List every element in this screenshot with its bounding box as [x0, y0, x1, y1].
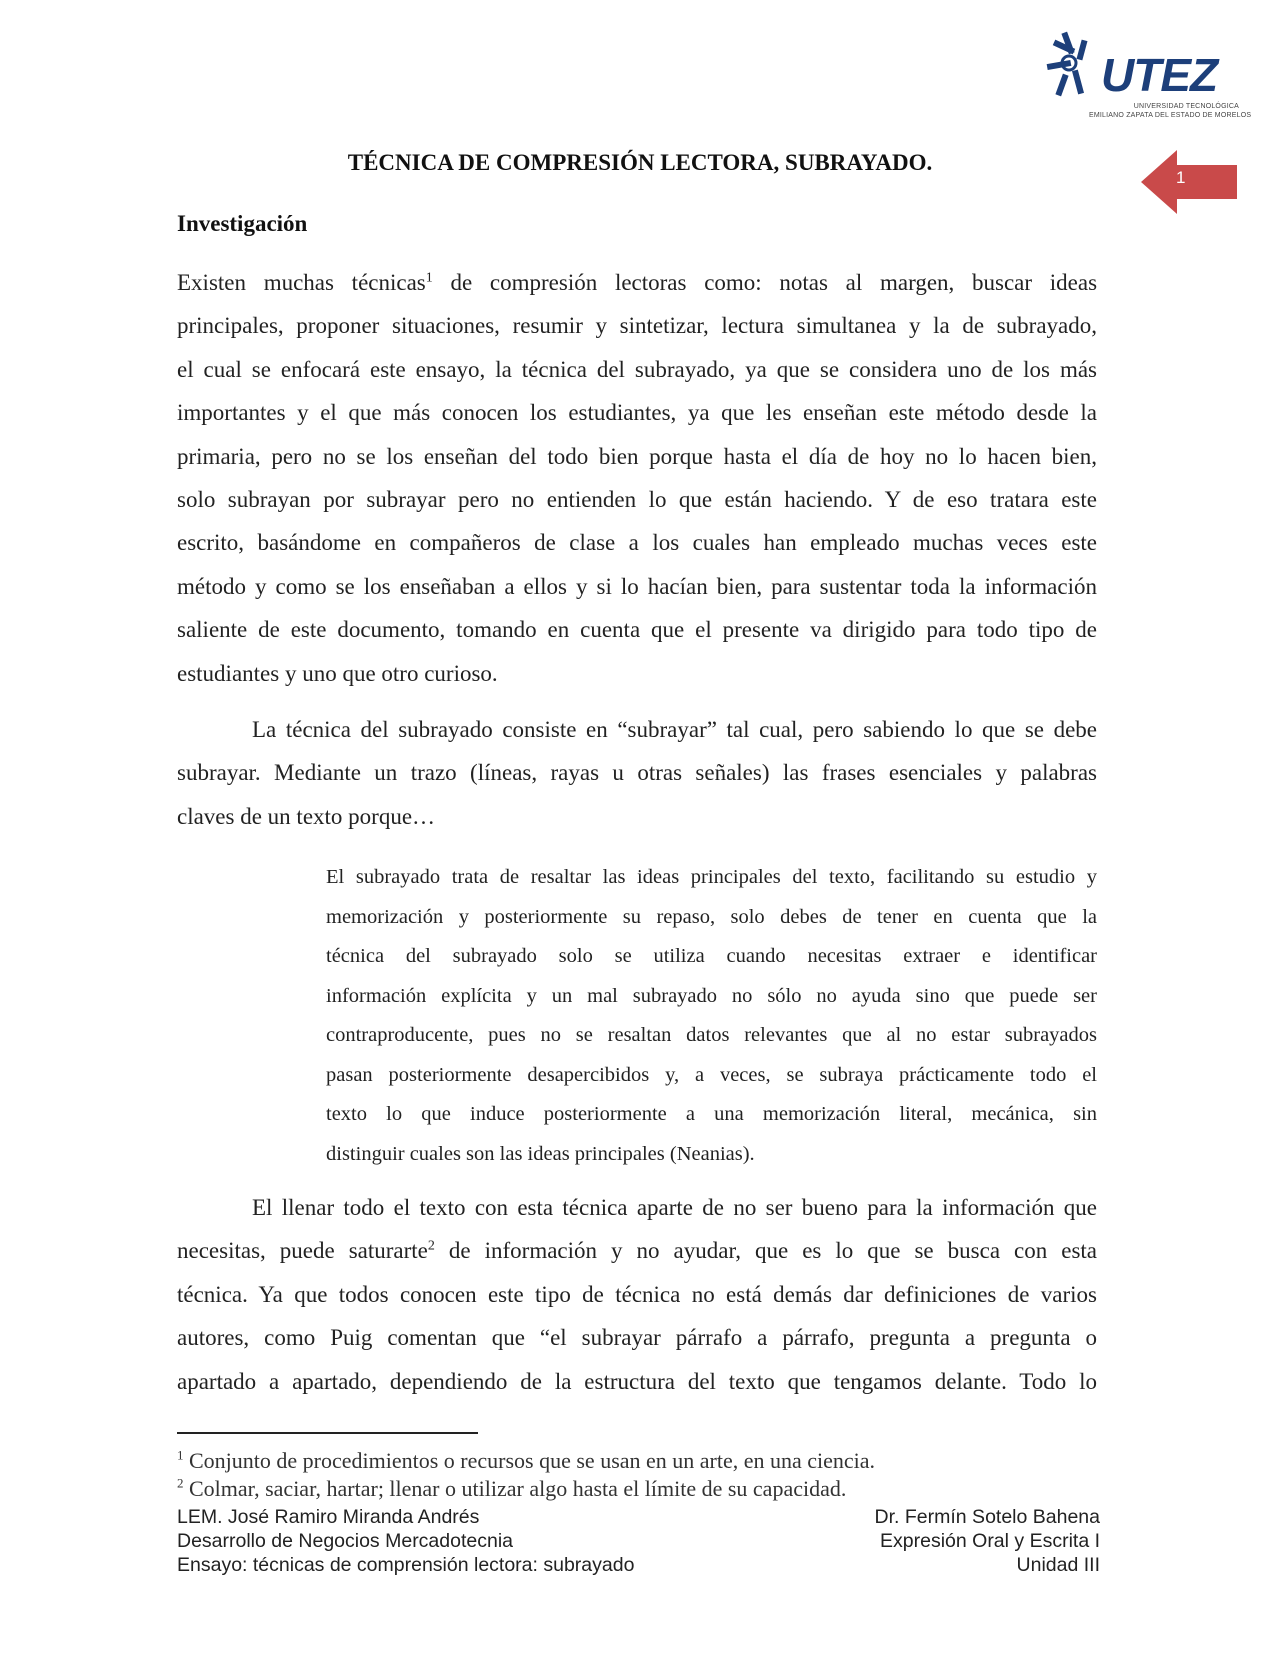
paragraph-line: solo subrayan por subrayar pero no entienden lo que están haciendo. Y de eso tratara este — [177, 487, 1097, 513]
paragraph-line: importantes y el que más conocen los estudiantes, ya que les enseñan este método desde la — [177, 400, 1097, 426]
footer-essay-title: Ensayo: técnicas de comprensión lectora: subrayado — [177, 1554, 635, 1576]
page-number: 1 — [1176, 168, 1186, 187]
quote-line: memorización y posteriormente su repaso, solo debes de tener en cuenta que la — [326, 905, 1097, 928]
block-quote — [326, 858, 1097, 1174]
utez-logo — [1045, 30, 1252, 125]
paragraph-line: subrayar. Mediante un trazo (líneas, rayas u otras señales) las frases esenciales y palabras — [177, 760, 1097, 786]
paragraph-line: necesitas, puede saturarte$^2$ de información y no ayudar, que es lo que se busca con esta — [177, 1238, 1098, 1264]
logo-wordmark: UTEZ — [1101, 49, 1218, 101]
paragraph-line: método y como se los enseñaban a ellos y si lo hacían bien, para sustentar toda la información — [177, 573, 1097, 599]
footer-course: Expresión Oral y Escrita I — [880, 1530, 1100, 1552]
paragraph-line: saliente de este documento, tomando en cuenta que el presente va dirigido para todo tipo de — [177, 617, 1097, 643]
footer-author: LEM. José Ramiro Miranda Andrés — [177, 1506, 480, 1528]
footer-program: Desarrollo de Negocios Mercadotecnia — [177, 1530, 514, 1552]
paragraph-line: autores, como Puig comentan que “el subrayar párrafo a párrafo, pregunta a pregunta o — [177, 1325, 1097, 1351]
quote-line: técnica del subrayado solo se utiliza cuando necesitas extraer e identificar — [326, 945, 1097, 967]
logo-subtitle: UNIVERSIDAD TECNOLÓGICA EMILIANO ZAPATA DEL ESTADO DE MORELOS — [1089, 103, 1252, 119]
paragraph-line: el cual se enfocará este ensayo, la técnica del subrayado, ya que se considera uno de los más — [177, 356, 1097, 382]
quote-line: El subrayado trata de resaltar las ideas principales del texto, facilitando su estudio y — [326, 866, 1097, 888]
footer-right — [875, 1505, 1100, 1577]
footer-left — [177, 1505, 634, 1577]
footnote-2: $^2$ Colmar, saciar, hartar; llenar o utilizar algo hasta el límite de su capacidad. — [177, 1475, 847, 1501]
document-title: TÉCNICA DE COMPRESIÓN LECTORA, SUBRAYADO. — [347, 150, 933, 175]
footer-unit: Unidad III — [1016, 1554, 1100, 1576]
paragraph-line: La técnica del subrayado consiste en “subrayar” tal cual, pero sabiendo lo que se debe — [252, 717, 1097, 742]
quote-line: información explícita y un mal subrayado no sólo no ayuda sino que puede ser — [326, 984, 1097, 1007]
quote-line: distinguir cuales son las ideas principales (Neanias). — [326, 1142, 755, 1165]
paragraph-line: claves de un texto porque… — [177, 803, 436, 829]
section-heading: Investigación — [177, 211, 308, 236]
paragraph-line: principales, proponer situaciones, resumir y sintetizar, lectura simultanea y la de subrayado, — [177, 313, 1097, 339]
paragraph-line: apartado a apartado, dependiendo de la estructura del texto que tengamos delante. Todo lo — [177, 1368, 1097, 1394]
footnote-ref: 2 — [427, 1238, 435, 1254]
paragraph-line: estudiantes y uno que otro curioso. — [177, 660, 498, 686]
paragraph-line: primaria, pero no se los enseñan del todo bien porque hasta el día de hoy no lo hacen bien, — [177, 443, 1097, 469]
logo-emblem-icon — [1045, 30, 1105, 100]
paragraph-line: escrito, basándome en compañeros de clase a los cuales han empleado muchas veces este — [177, 530, 1097, 556]
quote-line: pasan posteriormente desapercibidos y, a veces, se subraya prácticamente todo el — [326, 1063, 1097, 1086]
paragraph-3 — [177, 1186, 1097, 1403]
quote-line: texto lo que induce posteriormente a una memorización literal, mecánica, sin — [326, 1103, 1097, 1125]
footnote-1: $^1$ Conjunto de procedimientos o recursos que se usan en un arte, en una ciencia. — [177, 1447, 876, 1473]
paragraph-line: El llenar todo el texto con esta técnica aparte de no ser bueno para la información que — [252, 1195, 1097, 1220]
paragraph-line: técnica. Ya que todos conocen este tipo de técnica no está demás dar definiciones de varios — [177, 1281, 1097, 1307]
footnote-separator — [177, 1432, 478, 1434]
paragraph-1 — [177, 261, 1097, 695]
paragraph-2 — [177, 708, 1097, 838]
footer-professor: Dr. Fermín Sotelo Bahena — [874, 1506, 1100, 1528]
quote-line: contraproducente, pues no se resaltan datos relevantes que al no estar subrayados — [326, 1024, 1097, 1046]
footnote-ref: 1 — [425, 270, 433, 286]
paragraph-line: Existen muchas técnicas$^1$ de compresión lectoras como: notas al margen, buscar ideas — [177, 270, 1098, 295]
